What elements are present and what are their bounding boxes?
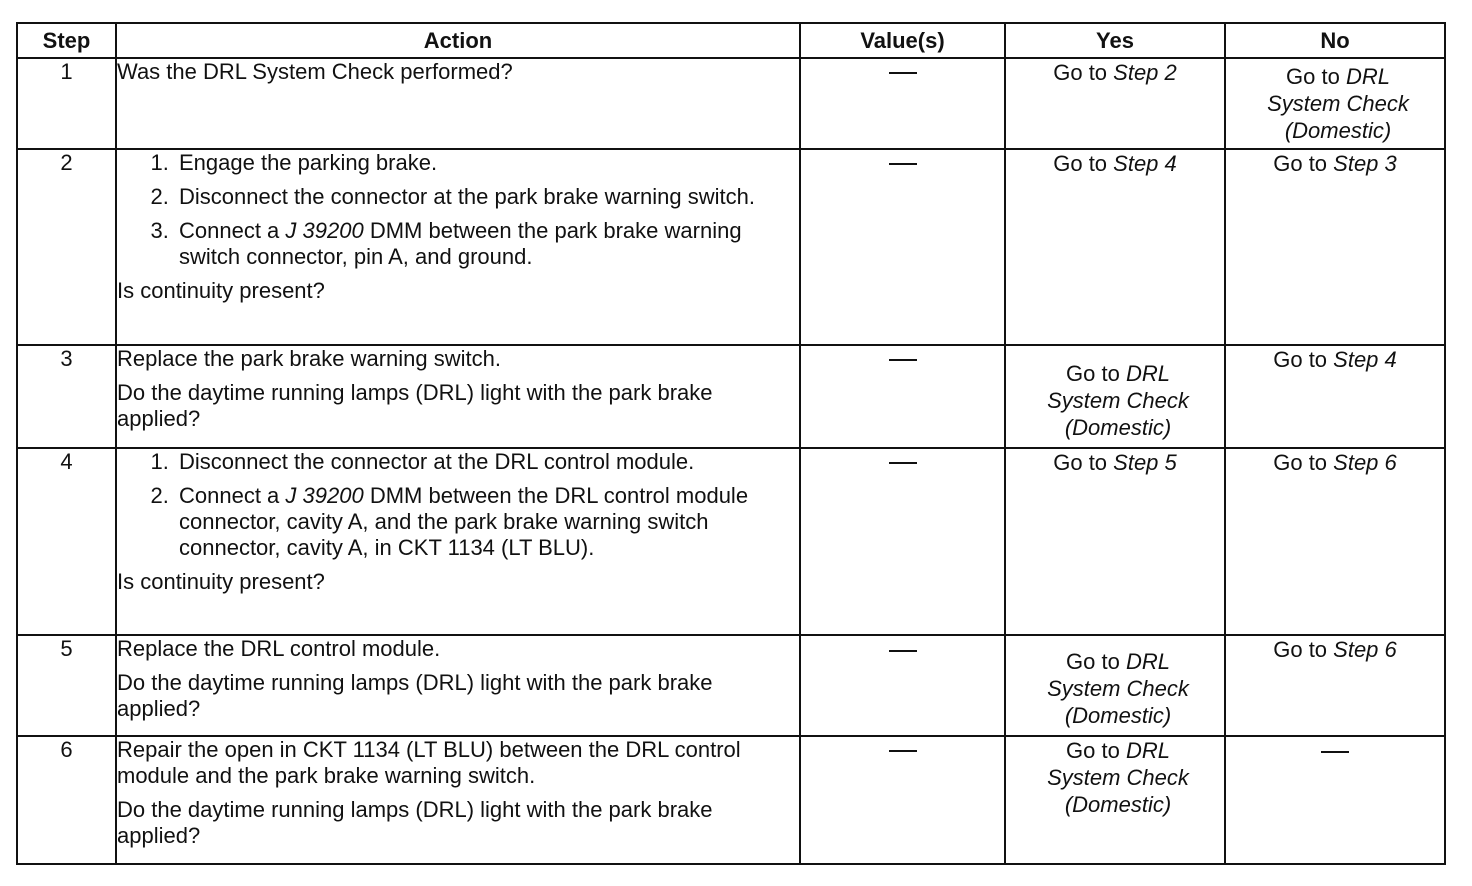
header-row (17, 23, 1445, 58)
yes-reference: DRL System Check (Domestic) (1047, 737, 1189, 817)
action-cell (116, 345, 800, 448)
yes-prefix: Go to (1053, 60, 1114, 85)
header-step: Step (17, 23, 116, 58)
yes-reference: Step 4 (1113, 151, 1177, 177)
action-question: Is continuity present? (117, 278, 325, 304)
action-cell (116, 736, 800, 864)
dash-mark (889, 650, 917, 652)
table-row (17, 58, 1445, 149)
dash-mark (889, 462, 917, 464)
step-number: 5 (17, 635, 116, 735)
value-cell (800, 345, 1005, 448)
action-cell (116, 448, 800, 635)
yes-prefix: Go to (1066, 649, 1126, 675)
header-action: Action (116, 23, 800, 58)
value-cell (800, 635, 1005, 735)
yes-prefix: Go to (1066, 737, 1126, 763)
action-question: Was the DRL System Check performed? (117, 59, 513, 84)
no-reference: Step 6 (1333, 637, 1397, 663)
dash-mark (889, 72, 917, 74)
no-reference: Step 3 (1333, 151, 1397, 177)
table-row (17, 736, 1445, 864)
step-number: 3 (17, 345, 116, 448)
value-cell (800, 736, 1005, 864)
action-cell (116, 58, 800, 149)
header-values: Value(s) (800, 23, 1005, 58)
action-list (117, 150, 799, 270)
step-number: 2 (17, 149, 116, 344)
table-row (17, 149, 1445, 344)
no-cell (1225, 345, 1445, 448)
diagnostic-table (16, 22, 1446, 865)
table-row (17, 345, 1445, 448)
no-cell (1225, 149, 1445, 344)
yes-prefix: Go to (1053, 151, 1114, 177)
list-item: 1. Engage the parking brake. (175, 150, 799, 176)
value-cell (800, 448, 1005, 635)
dash-mark (889, 750, 917, 752)
action-instruction: Replace the park brake warning switch. (117, 345, 501, 371)
tool-reference: J 39200 (285, 482, 364, 508)
action-list (117, 449, 799, 561)
list-item: 1. Disconnect the connector at the DRL control module. (175, 449, 799, 475)
action-question: Do the daytime running lamps (DRL) light with the park brake applied? (117, 379, 713, 431)
no-prefix: Go to (1286, 64, 1346, 89)
dash-mark (889, 359, 917, 361)
list-item: 2. Disconnect the connector at the park brake warning switch. (175, 184, 799, 210)
step-number: 4 (17, 448, 116, 635)
table-row (17, 448, 1445, 635)
dash-mark (889, 163, 917, 165)
no-prefix: Go to (1273, 449, 1334, 475)
no-reference: Step 6 (1333, 449, 1397, 475)
no-reference: Step 4 (1333, 346, 1397, 372)
no-prefix: Go to (1273, 346, 1334, 372)
yes-reference: DRL System Check (Domestic) (1047, 360, 1189, 440)
dash-mark (1321, 751, 1349, 753)
action-question: Do the daytime running lamps (DRL) light with the park brake applied? (117, 670, 713, 722)
no-cell (1225, 58, 1445, 149)
tool-reference: J 39200 (285, 218, 364, 244)
no-prefix: Go to (1273, 151, 1334, 177)
step-number: 1 (17, 58, 116, 149)
yes-prefix: Go to (1066, 360, 1126, 386)
action-question: Is continuity present? (117, 568, 325, 594)
yes-cell (1005, 736, 1225, 864)
header-no: No (1225, 23, 1445, 58)
yes-cell (1005, 345, 1225, 448)
no-reference: DRL System Check (Domestic) (1267, 64, 1409, 143)
no-cell (1225, 635, 1445, 735)
action-cell (116, 149, 800, 344)
yes-reference: Step 5 (1113, 449, 1177, 475)
action-cell (116, 635, 800, 735)
value-cell (800, 58, 1005, 149)
no-cell (1225, 448, 1445, 635)
no-cell (1225, 736, 1445, 864)
yes-reference: Step 2 (1113, 60, 1177, 85)
no-prefix: Go to (1273, 637, 1334, 663)
yes-prefix: Go to (1053, 449, 1114, 475)
list-item: 3. Connect a J 39200 DMM between the park brake warning switch connector, pin A, and ground. (175, 218, 799, 270)
yes-cell (1005, 149, 1225, 344)
yes-cell (1005, 448, 1225, 635)
yes-reference: DRL System Check (Domestic) (1047, 649, 1189, 729)
value-cell (800, 149, 1005, 344)
header-yes: Yes (1005, 23, 1225, 58)
table-row (17, 635, 1445, 735)
action-instruction: Repair the open in CKT 1134 (LT BLU) between the DRL control module and the park brake warning switch. (117, 736, 741, 788)
yes-cell (1005, 635, 1225, 735)
list-item: 2. Connect a J 39200 DMM between the DRL control module connector, cavity A, and the park brake warning switch connector, cavity A, in CKT 1134 (LT BLU). (175, 483, 799, 561)
action-instruction: Replace the DRL control module. (117, 636, 441, 662)
action-question: Do the daytime running lamps (DRL) light with the park brake applied? (117, 796, 713, 848)
yes-cell (1005, 58, 1225, 149)
step-number: 6 (17, 736, 116, 864)
